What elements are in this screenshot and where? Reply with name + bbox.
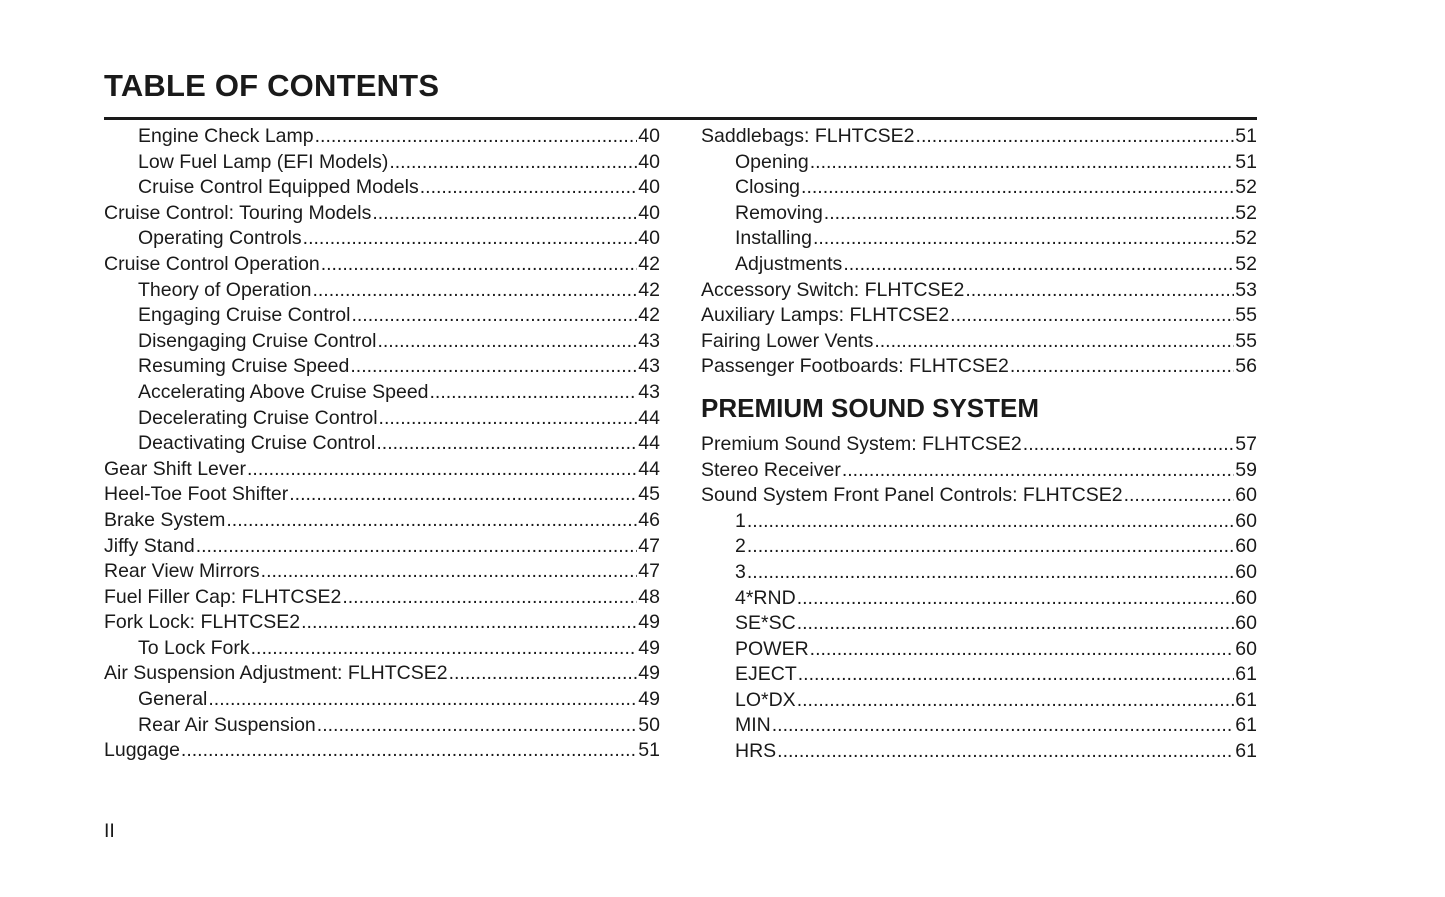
toc-entry[interactable] [104, 354, 660, 380]
toc-entry-page-number: 40 [638, 150, 660, 173]
toc-dot-leader [813, 226, 1234, 252]
toc-entry[interactable] [701, 150, 1257, 176]
toc-entry[interactable] [701, 124, 1257, 150]
toc-entry-page-number: 49 [638, 636, 660, 659]
toc-entry[interactable] [701, 637, 1257, 663]
toc-dot-leader [315, 124, 638, 150]
toc-entry-label: Disengaging Cruise Control [138, 329, 377, 352]
toc-entry-label: Stereo Receiver [701, 458, 841, 481]
toc-entry[interactable] [104, 534, 660, 560]
toc-entry-label: Luggage [104, 739, 180, 762]
toc-dot-leader [342, 585, 637, 611]
toc-dot-leader [449, 661, 638, 687]
toc-entry[interactable] [104, 406, 660, 432]
toc-entry-page-number: 59 [1235, 458, 1257, 481]
toc-dot-leader [747, 560, 1234, 586]
toc-dot-leader [430, 380, 638, 406]
toc-dot-leader [226, 508, 637, 534]
toc-left-column [104, 124, 660, 764]
page-title: TABLE OF CONTENTS [104, 68, 440, 103]
toc-dot-leader [301, 610, 637, 636]
toc-entry[interactable] [701, 688, 1257, 714]
toc-dot-leader [824, 201, 1235, 227]
toc-entry[interactable] [701, 509, 1257, 535]
toc-dot-leader [747, 534, 1234, 560]
toc-entry-label: Premium Sound System: FLHTCSE2 [701, 432, 1022, 455]
toc-dot-leader [196, 534, 638, 560]
toc-entry[interactable] [104, 559, 660, 585]
toc-entry-label: 4*RND [735, 586, 796, 609]
toc-entry-label: 2 [735, 535, 746, 558]
toc-entry-label: Removing [735, 201, 823, 224]
toc-dot-leader [379, 406, 638, 432]
toc-entry-label: MIN [735, 714, 771, 737]
toc-entry-page-number: 43 [638, 329, 660, 352]
toc-entry-page-number: 60 [1235, 535, 1257, 558]
toc-entry[interactable] [104, 303, 660, 329]
toc-entry[interactable] [104, 713, 660, 739]
toc-entry-page-number: 48 [638, 585, 660, 608]
toc-entry-label: Auxiliary Lamps: FLHTCSE2 [701, 304, 950, 327]
toc-dot-leader [181, 738, 637, 764]
toc-entry-page-number: 43 [638, 380, 660, 403]
toc-entry-page-number: 44 [638, 457, 660, 480]
toc-dot-leader [810, 637, 1235, 663]
toc-entry[interactable] [104, 278, 660, 304]
toc-right-top-list [701, 124, 1257, 380]
toc-entry-page-number: 44 [638, 406, 660, 429]
toc-entry[interactable] [701, 226, 1257, 252]
toc-dot-leader [874, 329, 1234, 355]
toc-entry-label: Low Fuel Lamp (EFI Models) [138, 150, 389, 173]
toc-entry-label: Adjustments [735, 252, 843, 275]
toc-entry[interactable] [104, 636, 660, 662]
toc-dot-leader [950, 303, 1234, 329]
section-heading-premium-sound: PREMIUM SOUND SYSTEM [701, 392, 1040, 423]
toc-entry-page-number: 57 [1235, 432, 1257, 455]
toc-entry-page-number: 43 [638, 355, 660, 378]
toc-entry-page-number: 52 [1235, 252, 1257, 275]
toc-entry-page-number: 61 [1235, 714, 1257, 737]
toc-entry-label: Decelerating Cruise Control [138, 406, 378, 429]
toc-entry-label: Saddlebags: FLHTCSE2 [701, 125, 915, 147]
toc-entry-page-number: 46 [638, 508, 660, 531]
toc-entry[interactable] [701, 354, 1257, 380]
toc-entry-label: Closing [735, 176, 801, 199]
toc-dot-leader [261, 559, 638, 585]
toc-entry[interactable] [104, 201, 660, 227]
toc-dot-leader [1023, 432, 1235, 458]
toc-dot-leader [1124, 483, 1235, 509]
toc-entry[interactable] [104, 585, 660, 611]
toc-dot-leader [377, 329, 637, 355]
toc-entry[interactable] [104, 482, 660, 508]
toc-entry-page-number: 56 [1235, 355, 1257, 378]
toc-entry-label: Rear Air Suspension [138, 713, 316, 736]
toc-dot-leader [777, 739, 1234, 765]
toc-entry-label: Cruise Control Operation [104, 252, 320, 275]
toc-entry-label: Air Suspension Adjustment: FLHTCSE2 [104, 662, 448, 685]
toc-entry-label: HRS [735, 740, 777, 763]
toc-entry-page-number: 51 [1235, 125, 1257, 147]
toc-dot-leader [798, 662, 1235, 688]
toc-entry-label: Resuming Cruise Speed [138, 355, 350, 378]
toc-entry-page-number: 61 [1235, 663, 1257, 686]
toc-entry-page-number: 55 [1235, 304, 1257, 327]
toc-dot-leader [208, 687, 637, 713]
toc-entry[interactable] [104, 226, 660, 252]
toc-entry-page-number: 60 [1235, 509, 1257, 532]
toc-entry-label: Engine Check Lamp [138, 125, 314, 147]
toc-dot-leader [372, 201, 637, 227]
toc-entry-label: Accelerating Above Cruise Speed [138, 380, 429, 403]
toc-entry[interactable] [104, 508, 660, 534]
toc-dot-leader [247, 457, 637, 483]
toc-entry[interactable] [104, 661, 660, 687]
toc-entry-page-number: 45 [638, 483, 660, 506]
toc-dot-leader [797, 611, 1235, 637]
toc-dot-leader [312, 278, 637, 304]
toc-entry-label: Cruise Control: Touring Models [104, 201, 372, 224]
footer-page-number: II [104, 820, 115, 842]
toc-entry-label: Deactivating Cruise Control [138, 432, 376, 455]
toc-dot-leader [916, 124, 1235, 150]
toc-entry-page-number: 60 [1235, 637, 1257, 660]
toc-entry[interactable] [701, 303, 1257, 329]
toc-dot-leader [843, 252, 1234, 278]
toc-dot-leader [303, 226, 638, 252]
toc-entry-label: Cruise Control Equipped Models [138, 176, 419, 199]
toc-entry-page-number: 55 [1235, 329, 1257, 352]
toc-dot-leader [289, 482, 637, 508]
toc-entry[interactable] [701, 432, 1257, 458]
toc-entry-page-number: 40 [638, 201, 660, 224]
toc-dot-leader [350, 354, 637, 380]
toc-entry-label: LO*DX [735, 688, 796, 711]
toc-entry-page-number: 42 [638, 278, 660, 301]
toc-dot-leader [747, 509, 1234, 535]
toc-dot-leader [797, 586, 1235, 612]
toc-entry-page-number: 40 [638, 176, 660, 199]
toc-entry-label: Sound System Front Panel Controls: FLHTCSE2 [701, 484, 1123, 507]
toc-dot-leader [251, 636, 638, 662]
toc-dot-leader [801, 175, 1234, 201]
toc-entry[interactable] [104, 175, 660, 201]
toc-dot-leader [351, 303, 637, 329]
toc-entry-label: 1 [735, 509, 746, 532]
toc-entry[interactable] [701, 713, 1257, 739]
toc-entry[interactable] [701, 278, 1257, 304]
toc-dot-leader [389, 150, 637, 176]
toc-entry-page-number: 47 [638, 560, 660, 583]
toc-dot-leader [772, 713, 1235, 739]
toc-entry-page-number: 51 [1235, 150, 1257, 173]
toc-entry[interactable] [701, 534, 1257, 560]
toc-entry-page-number: 61 [1235, 740, 1257, 763]
toc-entry[interactable] [701, 586, 1257, 612]
toc-dot-leader [376, 431, 637, 457]
toc-entry-label: Operating Controls [138, 227, 302, 250]
toc-entry-label: To Lock Fork [138, 636, 250, 659]
toc-entry-page-number: 52 [1235, 201, 1257, 224]
toc-entry-page-number: 60 [1235, 484, 1257, 507]
toc-dot-leader [420, 175, 638, 201]
toc-entry[interactable] [701, 739, 1257, 765]
toc-entry-page-number: 44 [638, 432, 660, 455]
toc-entry-label: Accessory Switch: FLHTCSE2 [701, 278, 965, 301]
toc-entry-page-number: 60 [1235, 612, 1257, 635]
toc-entry[interactable] [104, 329, 660, 355]
toc-dot-leader [965, 278, 1234, 304]
toc-entry[interactable] [104, 738, 660, 764]
toc-entry[interactable] [701, 175, 1257, 201]
toc-entry-label: Engaging Cruise Control [138, 304, 351, 327]
toc-entry[interactable] [701, 483, 1257, 509]
toc-entry[interactable] [701, 560, 1257, 586]
title-rule-divider [104, 117, 1257, 120]
toc-entry-page-number: 51 [638, 739, 660, 762]
toc-entry-label: POWER [735, 637, 809, 660]
toc-entry[interactable] [104, 124, 660, 150]
toc-entry-label: Jiffy Stand [104, 534, 195, 557]
toc-entry-page-number: 52 [1235, 227, 1257, 250]
toc-entry-page-number: 49 [638, 688, 660, 711]
toc-entry[interactable] [104, 150, 660, 176]
toc-entry-label: Fuel Filler Cap: FLHTCSE2 [104, 585, 342, 608]
toc-entry-page-number: 40 [638, 125, 660, 147]
toc-entry-label: Opening [735, 150, 809, 173]
toc-entry[interactable] [104, 431, 660, 457]
toc-entry-label: Gear Shift Lever [104, 457, 246, 480]
toc-entry-page-number: 61 [1235, 688, 1257, 711]
toc-entry-label: SE*SC [735, 612, 796, 635]
toc-right-column [701, 124, 1257, 765]
toc-entry-page-number: 60 [1235, 560, 1257, 583]
toc-entry-page-number: 49 [638, 611, 660, 634]
toc-dot-leader [810, 150, 1235, 176]
toc-entry[interactable] [104, 457, 660, 483]
toc-entry-label: Fork Lock: FLHTCSE2 [104, 611, 301, 634]
toc-entry-label: Rear View Mirrors [104, 560, 260, 583]
toc-entry[interactable] [104, 252, 660, 278]
toc-entry-label: Brake System [104, 508, 226, 531]
toc-dot-leader [797, 688, 1235, 714]
toc-entry-page-number: 42 [638, 304, 660, 327]
toc-entry-page-number: 53 [1235, 278, 1257, 301]
toc-entry[interactable] [104, 687, 660, 713]
toc-entry[interactable] [701, 662, 1257, 688]
toc-entry[interactable] [701, 611, 1257, 637]
toc-entry[interactable] [104, 380, 660, 406]
toc-entry[interactable] [701, 458, 1257, 484]
toc-entry[interactable] [701, 252, 1257, 278]
toc-entry-page-number: 50 [638, 713, 660, 736]
toc-entry-page-number: 42 [638, 252, 660, 275]
toc-dot-leader [321, 252, 638, 278]
toc-entry[interactable] [701, 329, 1257, 355]
toc-entry-page-number: 60 [1235, 586, 1257, 609]
toc-entry-page-number: 47 [638, 534, 660, 557]
toc-entry-label: Heel-Toe Foot Shifter [104, 483, 289, 506]
toc-entry-label: Fairing Lower Vents [701, 329, 874, 352]
toc-entry-page-number: 49 [638, 662, 660, 685]
toc-entry-label: Installing [735, 227, 812, 250]
toc-entry-page-number: 52 [1235, 176, 1257, 199]
toc-entry-label: EJECT [735, 663, 797, 686]
toc-entry-label: Passenger Footboards: FLHTCSE2 [701, 355, 1009, 378]
toc-right-bottom-list [701, 432, 1257, 765]
toc-entry-label: Theory of Operation [138, 278, 312, 301]
toc-entry-label: 3 [735, 560, 746, 583]
toc-entry-page-number: 40 [638, 227, 660, 250]
toc-entry-label: General [138, 688, 208, 711]
toc-dot-leader [317, 713, 638, 739]
toc-entry[interactable] [104, 610, 660, 636]
toc-dot-leader [842, 458, 1234, 484]
toc-entry[interactable] [701, 201, 1257, 227]
toc-dot-leader [1010, 354, 1234, 380]
